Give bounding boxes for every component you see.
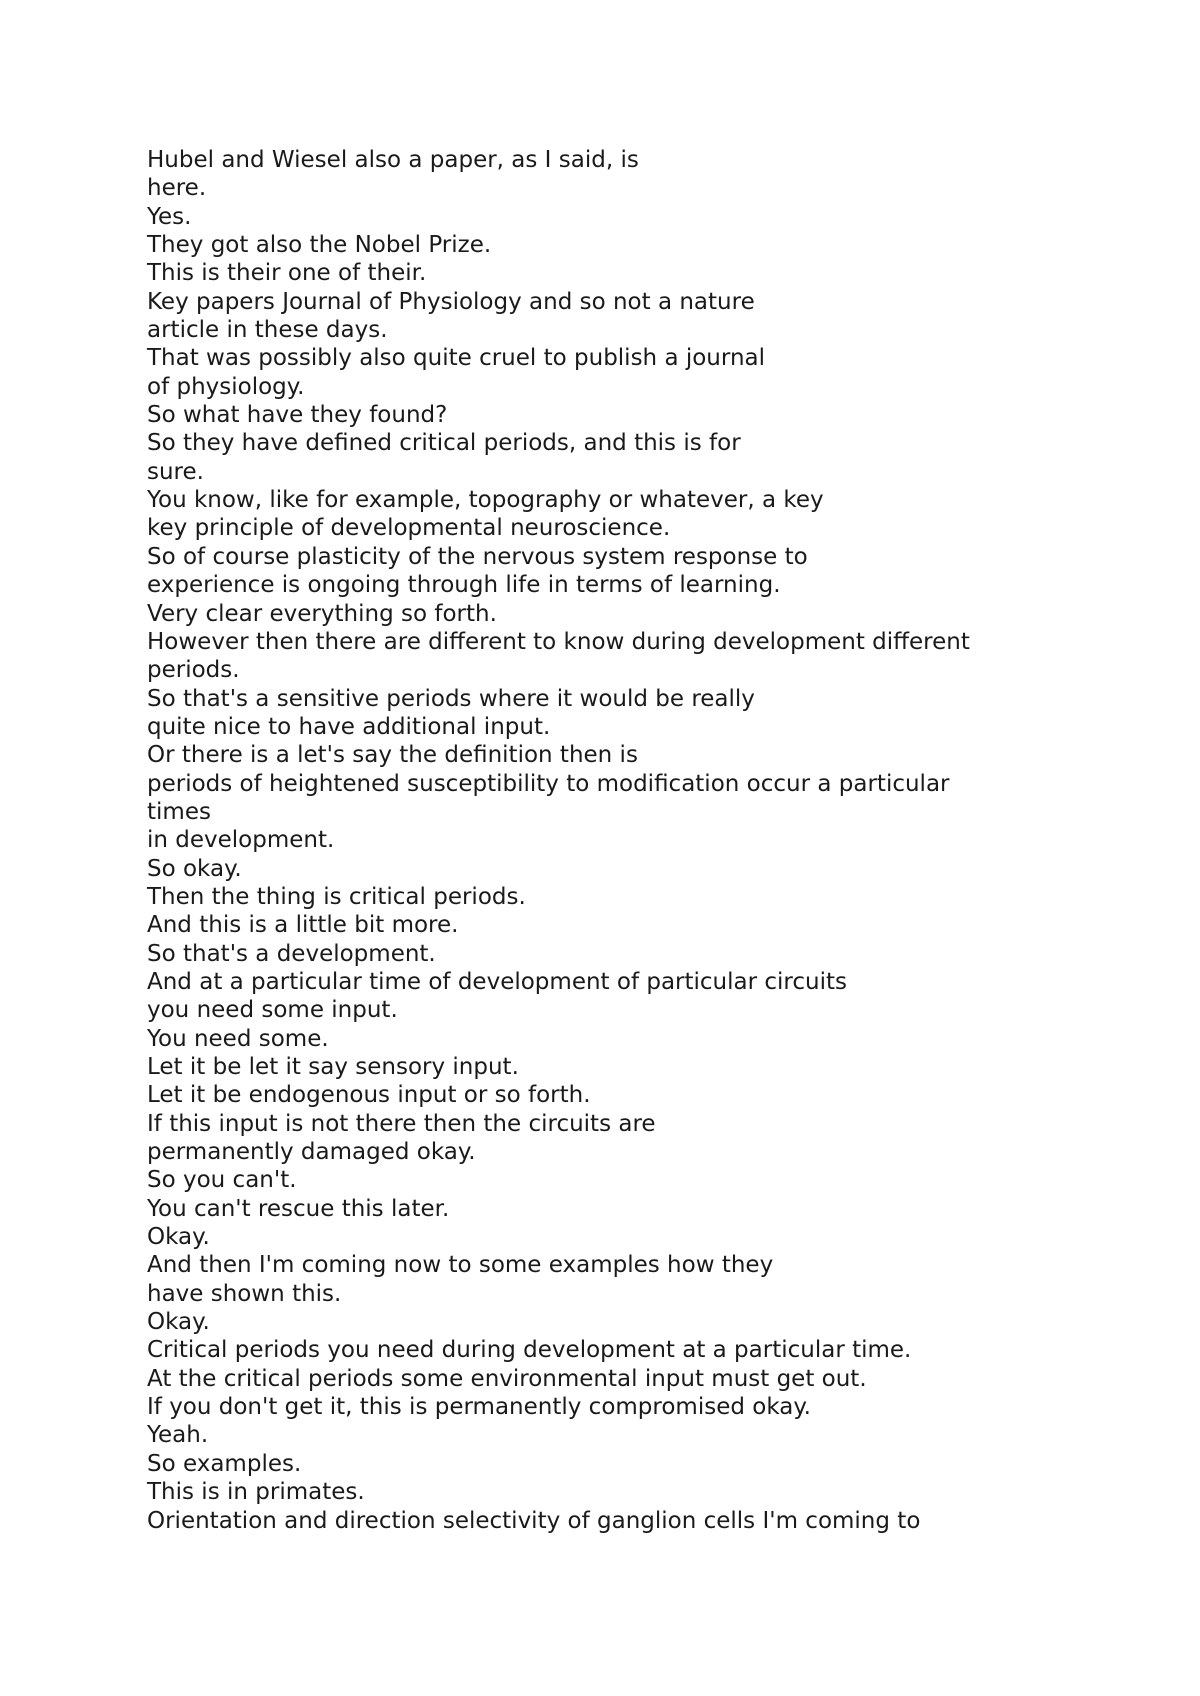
text-line: This is their one of their. bbox=[147, 260, 427, 287]
text-line: periods of heightened susceptibility to modification occur a particular bbox=[147, 770, 950, 797]
text-line: Let it be endogenous input or so forth. bbox=[147, 1082, 591, 1109]
text-line: You know, like for example, topography or whatever, a key bbox=[147, 487, 824, 514]
text-line: So you can't. bbox=[147, 1167, 297, 1194]
text-line: Hubel and Wiesel also a paper, as I said, is bbox=[147, 147, 639, 173]
text-line: sure. bbox=[147, 458, 204, 485]
text-line: You can't rescue this later. bbox=[147, 1195, 450, 1222]
text-line: They got also the Nobel Prize. bbox=[147, 232, 492, 259]
text-line: times bbox=[147, 798, 211, 825]
text-line: periods. bbox=[147, 657, 240, 684]
text-line: So of course plasticity of the nervous system response to bbox=[147, 543, 808, 570]
text-line: Okay. bbox=[147, 1224, 210, 1251]
text-line: of physiology. bbox=[147, 373, 305, 400]
text-line: permanently damaged okay. bbox=[147, 1139, 476, 1166]
text-line: Then the thing is critical periods. bbox=[147, 883, 526, 910]
text-line: If this input is not there then the circuits are bbox=[147, 1110, 656, 1137]
text-line: Very clear everything so forth. bbox=[147, 600, 497, 627]
text-line: Or there is a let's say the definition then is bbox=[147, 742, 638, 769]
text-line: Orientation and direction selectivity of ganglion cells I'm coming to bbox=[147, 1507, 921, 1534]
text-line: You need some. bbox=[147, 1025, 329, 1052]
text-line: However then there are different to know during development different bbox=[147, 628, 970, 655]
text-line: So that's a sensitive periods where it would be really bbox=[147, 685, 755, 712]
text-line: This is in primates. bbox=[147, 1479, 365, 1506]
transcript-text bbox=[147, 146, 1147, 1535]
text-line: key principle of developmental neuroscience. bbox=[147, 515, 671, 542]
text-line: have shown this. bbox=[147, 1280, 342, 1307]
text-line: And at a particular time of development of particular circuits bbox=[147, 968, 847, 995]
text-line: Let it be let it say sensory input. bbox=[147, 1054, 519, 1080]
text-line: So okay. bbox=[147, 855, 242, 882]
text-line: you need some input. bbox=[147, 997, 398, 1024]
text-line: And this is a little bit more. bbox=[147, 912, 459, 939]
text-line: Critical periods you need during development at a particular time. bbox=[147, 1337, 912, 1364]
text-line: Okay. bbox=[147, 1309, 210, 1336]
text-line: here. bbox=[147, 175, 207, 202]
text-line: Yes. bbox=[147, 203, 192, 230]
text-line: experience is ongoing through life in terms of learning. bbox=[147, 572, 781, 599]
text-line: If you don't get it, this is permanently compromised okay. bbox=[147, 1394, 811, 1421]
text-line: And then I'm coming now to some examples how they bbox=[147, 1252, 774, 1279]
text-line: So what have they found? bbox=[147, 402, 448, 429]
text-line: Yeah. bbox=[147, 1422, 209, 1449]
text-line: That was possibly also quite cruel to publish a journal bbox=[147, 345, 766, 372]
text-line: in development. bbox=[147, 827, 335, 854]
text-line: article in these days. bbox=[147, 317, 388, 344]
text-line: So that's a development. bbox=[147, 940, 436, 967]
text-line: quite nice to have additional input. bbox=[147, 713, 551, 740]
text-line: So examples. bbox=[147, 1450, 302, 1477]
text-line: So they have defined critical periods, and this is for bbox=[147, 430, 741, 457]
text-line: At the critical periods some environmental input must get out. bbox=[147, 1365, 867, 1392]
text-line: Key papers Journal of Physiology and so not a nature bbox=[147, 288, 755, 315]
